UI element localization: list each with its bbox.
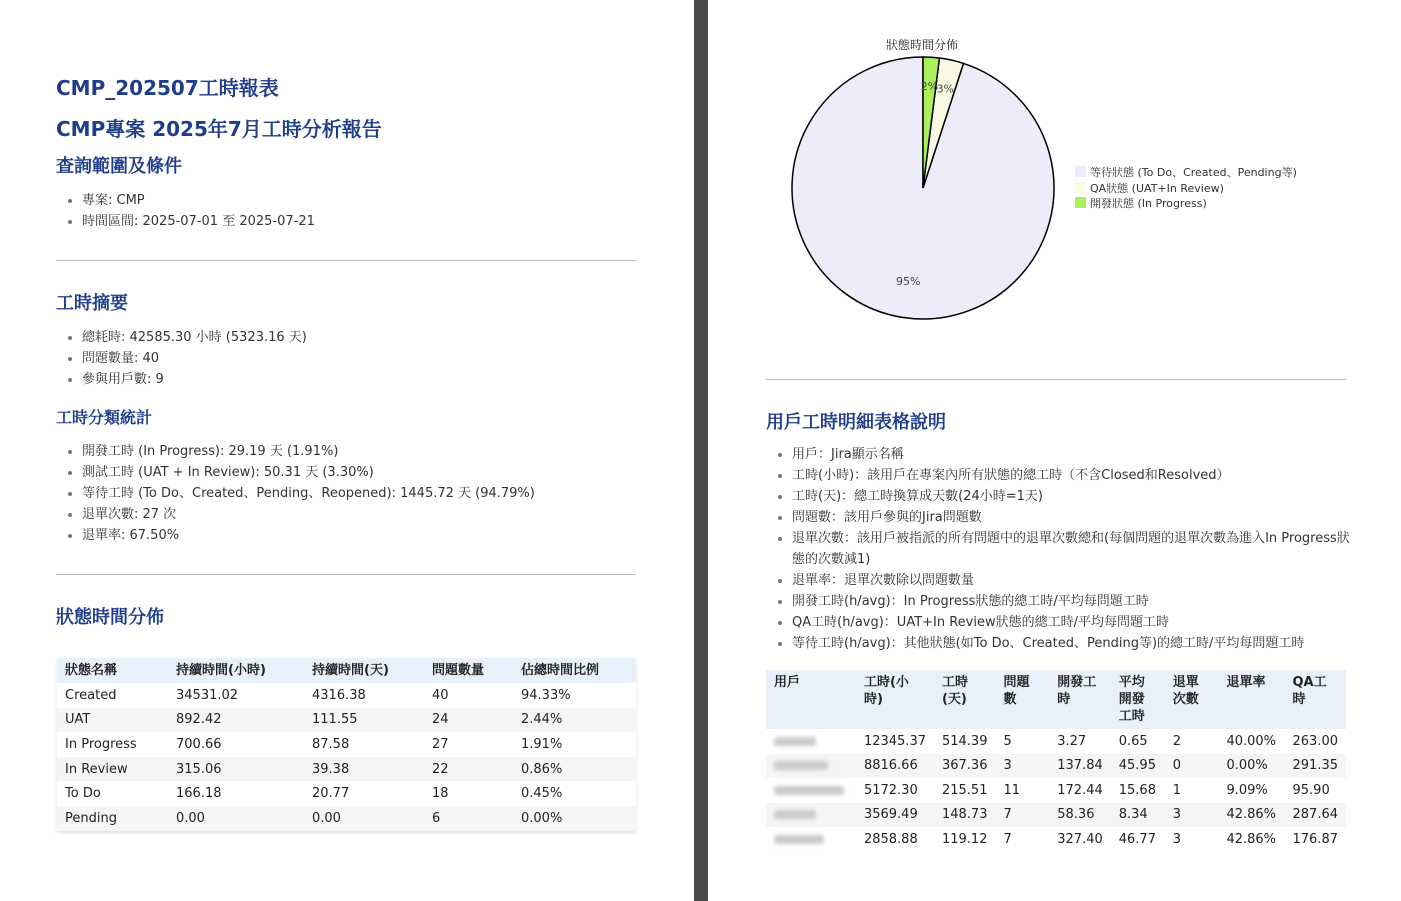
table-cell: 176.87 bbox=[1292, 831, 1338, 847]
col-header: 問題數量 bbox=[424, 658, 513, 683]
table-cell: 42.86% bbox=[1226, 831, 1277, 847]
list-item: • 退單次數: 27 次 bbox=[82, 504, 535, 525]
explain-heading: 用戶工時明細表格說明 bbox=[766, 412, 946, 433]
redacted-user-name bbox=[774, 835, 824, 844]
table-row bbox=[57, 683, 636, 708]
table-row bbox=[57, 732, 636, 757]
table-cell: 7 bbox=[995, 803, 1049, 828]
table-cell: 0.65 bbox=[1118, 733, 1148, 749]
table-row bbox=[57, 757, 636, 782]
table-cell: 58.36 bbox=[1049, 803, 1111, 828]
list-item: • 問題數：該用戶參與的Jira問題數 bbox=[792, 507, 1352, 528]
table-cell: 40 bbox=[432, 687, 449, 703]
table-cell: 172.44 bbox=[1057, 782, 1103, 798]
user-table bbox=[766, 670, 1346, 852]
col-header: 退單次數 bbox=[1165, 670, 1219, 729]
table-cell: 0.00% bbox=[513, 806, 636, 831]
table-cell: 24 bbox=[424, 708, 513, 733]
legend-label: QA狀態 (UAT+In Review) bbox=[1090, 182, 1224, 195]
table-cell: 11 bbox=[1003, 782, 1021, 798]
divider-line bbox=[766, 379, 1346, 380]
table-row bbox=[57, 806, 636, 831]
table-row bbox=[57, 781, 636, 806]
table-cell: 34531.02 bbox=[176, 687, 239, 703]
table-row bbox=[57, 708, 636, 733]
divider-line bbox=[56, 574, 636, 575]
table-cell: 0.00% bbox=[1218, 754, 1284, 779]
list-item: • 退單率: 67.50% bbox=[82, 525, 535, 546]
status-heading: 狀態時間分佈 bbox=[56, 607, 164, 628]
list-item: • QA工時(h/avg)：UAT+In Review狀態的總工時/平均每問題工時 bbox=[792, 612, 1352, 633]
user-cell bbox=[766, 729, 856, 754]
table-cell: 111.55 bbox=[304, 708, 424, 733]
explain-list bbox=[766, 444, 1352, 654]
list-item: • 時間區間: 2025-07-01 至 2025-07-21 bbox=[82, 211, 315, 232]
list-item: • 工時(天)：總工時換算成天數(24小時=1天) bbox=[792, 486, 1352, 507]
list-item: • 工時(小時)：該用戶在專案內所有狀態的總工時（不含Closed和Resolved） bbox=[792, 465, 1352, 486]
list-item: • 等待工時(h/avg)：其他狀態(如To Do、Created、Pending等)的總工時/平均每問題工時 bbox=[792, 633, 1352, 654]
table-cell: 3569.49 bbox=[856, 803, 934, 828]
table-cell: 3 bbox=[995, 754, 1049, 779]
table-cell: 1 bbox=[1172, 782, 1182, 798]
col-header: 退單率 bbox=[1218, 670, 1284, 729]
col-header: QA工時 bbox=[1285, 670, 1347, 729]
table-cell: 27 bbox=[432, 736, 449, 752]
list-item: • 參與用戶數: 9 bbox=[82, 369, 307, 390]
list-item: • 退單次數：該用戶被指派的所有問題中的退單次數總和(每個問題的退單次數為進入In Progress狀態的次數減1) bbox=[792, 528, 1352, 570]
col-header: 用戶 bbox=[766, 670, 856, 729]
table-cell: 22 bbox=[424, 757, 513, 782]
pie-chart bbox=[708, 0, 1401, 330]
table-cell: 5 bbox=[1003, 733, 1012, 749]
table-header-row bbox=[766, 670, 1346, 729]
list-item: • 等待工時 (To Do、Created、Pending、Reopened): 1445.72 天 (94.79%) bbox=[82, 483, 535, 504]
redacted-user-name bbox=[774, 810, 816, 819]
user-cell bbox=[766, 827, 856, 852]
table-cell: 42.86% bbox=[1218, 803, 1284, 828]
table-row bbox=[766, 729, 1346, 754]
table-cell: 5172.30 bbox=[863, 782, 918, 798]
table-cell: 7 bbox=[1003, 831, 1012, 847]
table-cell: 0.45% bbox=[521, 786, 563, 802]
table-cell: 20.77 bbox=[312, 786, 350, 802]
list-item: • 總耗時: 42585.30 小時 (5323.16 天) bbox=[82, 327, 307, 348]
table-cell: 892.42 bbox=[168, 708, 304, 733]
table-row bbox=[766, 803, 1346, 828]
table-cell: 0.00 bbox=[304, 806, 424, 831]
table-row bbox=[766, 754, 1346, 779]
list-item: • 退單率：退單次數除以問題數量 bbox=[792, 570, 1352, 591]
pie-chart-title: 狀態時間分佈 bbox=[886, 38, 959, 52]
table-cell: 0.86% bbox=[513, 757, 636, 782]
legend-item-qa bbox=[1075, 180, 1224, 196]
table-cell: 9.09% bbox=[1226, 782, 1268, 798]
query-heading: 查詢範圍及條件 bbox=[56, 156, 182, 177]
right-page bbox=[708, 0, 1401, 901]
legend-swatch bbox=[1075, 197, 1086, 208]
table-cell: 40.00% bbox=[1226, 733, 1277, 749]
table-cell: 1.91% bbox=[521, 736, 563, 752]
table-row bbox=[766, 827, 1346, 852]
table-cell: 3 bbox=[1172, 831, 1182, 847]
user-cell bbox=[766, 778, 856, 803]
table-header-row bbox=[57, 658, 636, 683]
list-item: • 用戶：Jira顯示名稱 bbox=[792, 444, 1352, 465]
legend-item-waiting bbox=[1075, 164, 1297, 180]
legend-swatch bbox=[1075, 182, 1086, 193]
table-cell: 39.38 bbox=[304, 757, 424, 782]
table-cell: 8.34 bbox=[1111, 803, 1165, 828]
table-cell: In Progress bbox=[65, 736, 137, 752]
table-cell: 148.73 bbox=[934, 803, 996, 828]
table-cell: 3 bbox=[1165, 803, 1219, 828]
list-item: • 開發工時(h/avg)：In Progress狀態的總工時/平均每問題工時 bbox=[792, 591, 1352, 612]
col-header: 持續時間(小時) bbox=[168, 658, 304, 683]
table-cell: 95.90 bbox=[1292, 782, 1330, 798]
table-cell: 8816.66 bbox=[856, 754, 934, 779]
table-cell: 514.39 bbox=[941, 733, 988, 749]
legend-label: 等待狀態 (To Do、Created、Pending等) bbox=[1090, 166, 1297, 179]
redacted-user-name bbox=[774, 761, 828, 770]
table-cell: 2.44% bbox=[513, 708, 636, 733]
table-cell: 6 bbox=[424, 806, 513, 831]
table-cell: 0.00 bbox=[168, 806, 304, 831]
table-cell: 4316.38 bbox=[312, 687, 366, 703]
table-cell: 15.68 bbox=[1118, 782, 1156, 798]
list-item: • 專案: CMP bbox=[82, 190, 315, 211]
summary-heading: 工時摘要 bbox=[56, 293, 128, 314]
table-cell: 367.36 bbox=[934, 754, 996, 779]
table-cell: 291.35 bbox=[1285, 754, 1347, 779]
table-cell: 166.18 bbox=[176, 786, 222, 802]
table-cell: 87.58 bbox=[312, 736, 350, 752]
table-cell: 45.95 bbox=[1111, 754, 1165, 779]
col-header: 問題數 bbox=[995, 670, 1049, 729]
col-header: 平均開發工時 bbox=[1111, 670, 1165, 729]
table-cell: 0 bbox=[1165, 754, 1219, 779]
pie-slice-label: 95% bbox=[896, 275, 921, 289]
table-cell: 700.66 bbox=[176, 736, 222, 752]
table-row bbox=[766, 778, 1346, 803]
table-cell: UAT bbox=[57, 708, 168, 733]
col-header: 狀態名稱 bbox=[57, 658, 168, 683]
table-cell: Created bbox=[65, 687, 117, 703]
table-cell: 2858.88 bbox=[863, 831, 918, 847]
query-list bbox=[56, 190, 315, 232]
table-cell: 94.33% bbox=[521, 687, 571, 703]
left-page bbox=[0, 0, 694, 901]
category-heading: 工時分類統計 bbox=[56, 408, 153, 427]
table-cell: To Do bbox=[65, 786, 101, 802]
table-cell: 263.00 bbox=[1292, 733, 1338, 749]
table-cell: 18 bbox=[432, 786, 449, 802]
report-subtitle: CMP專案 2025年7月工時分析報告 bbox=[56, 117, 382, 141]
table-cell: 12345.37 bbox=[863, 733, 926, 749]
page-gutter bbox=[694, 0, 708, 901]
list-item: • 測試工時 (UAT + In Review): 50.31 天 (3.30%) bbox=[82, 462, 535, 483]
status-table bbox=[57, 658, 636, 831]
user-cell bbox=[766, 803, 856, 828]
table-cell: 46.77 bbox=[1118, 831, 1156, 847]
table-cell: 2 bbox=[1172, 733, 1182, 749]
table-cell: 327.40 bbox=[1057, 831, 1103, 847]
category-list bbox=[56, 441, 535, 546]
list-item: • 開發工時 (In Progress): 29.19 天 (1.91%) bbox=[82, 441, 535, 462]
table-cell: 315.06 bbox=[168, 757, 304, 782]
col-header: 佔總時間比例 bbox=[513, 658, 636, 683]
summary-list bbox=[56, 327, 307, 390]
user-cell bbox=[766, 754, 856, 779]
table-cell: 119.12 bbox=[941, 831, 988, 847]
col-header: 工時(天) bbox=[934, 670, 996, 729]
report-title: CMP_202507工時報表 bbox=[56, 76, 279, 100]
table-cell: 137.84 bbox=[1049, 754, 1111, 779]
list-item: • 問題數量: 40 bbox=[82, 348, 307, 369]
pie-slice-label: 2% bbox=[920, 80, 939, 94]
col-header: 持續時間(天) bbox=[304, 658, 424, 683]
legend-item-dev bbox=[1075, 195, 1207, 211]
pie-slice-label: 3% bbox=[936, 82, 955, 96]
table-cell: 3.27 bbox=[1057, 733, 1087, 749]
col-header: 開發工時 bbox=[1049, 670, 1111, 729]
divider-line bbox=[56, 260, 636, 261]
table-cell: Pending bbox=[57, 806, 168, 831]
redacted-user-name bbox=[774, 786, 844, 795]
redacted-user-name bbox=[774, 737, 816, 746]
table-cell: In Review bbox=[57, 757, 168, 782]
table-cell: 287.64 bbox=[1285, 803, 1347, 828]
legend-label: 開發狀態 (In Progress) bbox=[1090, 197, 1207, 210]
col-header: 工時(小時) bbox=[856, 670, 934, 729]
table-cell: 215.51 bbox=[941, 782, 988, 798]
legend-swatch bbox=[1075, 166, 1086, 177]
